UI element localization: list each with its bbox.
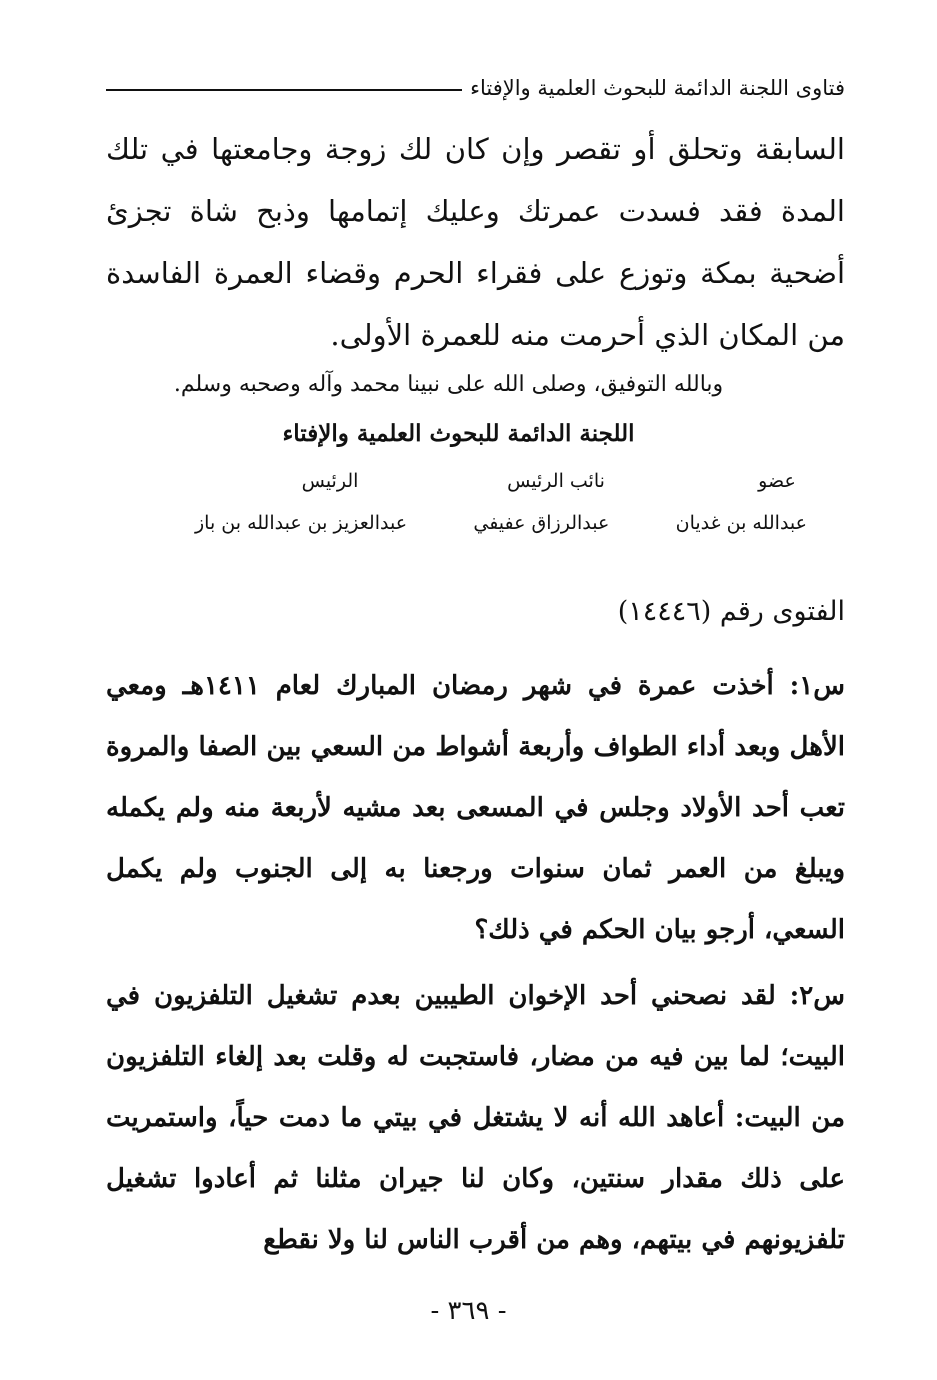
- name-chairman: عبدالعزيز بن عبدالله بن باز: [195, 512, 408, 534]
- question-2: س٢: لقد نصحني أحد الإخوان الطيبين بعدم تشغيل التلفزيون في البيت؛ لما بين فيه من مضار، فاستجبت له وقلت بعد إلغاء التلفزيون من البيت: أعاهد الله أنه لا يشتغل في بيتي ما دمت حياً، واستمريت على ذلك مقدار سنتين، وكان لنا جيران مثلنا ثم أعادوا تشغيل تلفزيونهم في بيتهم، وهم من أقرب الناس لنا ولا نقطع: [106, 981, 845, 1255]
- signatory-roles: [195, 470, 807, 492]
- header-rule: [106, 89, 462, 91]
- name-vice-chairman: عبدالرزاق عفيفي: [473, 512, 610, 534]
- role-member: عضو: [758, 470, 796, 492]
- closing-line: وبالله التوفيق، وصلى الله على نبينا محمد وآله وصحبه وسلم.: [173, 372, 724, 397]
- committee-title: اللجنة الدائمة للبحوث العلمية والإفتاء: [282, 420, 635, 447]
- fatwa-number: الفتوى رقم (١٤٤٤٦): [617, 596, 845, 627]
- role-vice-chairman: نائب الرئيس: [507, 470, 605, 492]
- answer-paragraph: السابقة وتحلق أو تقصر وإن كان لك زوجة وجامعتها في تلك المدة فقد فسدت عمرتك وعليك إتمامها وذبح شاة تجزئ أضحية بمكة وتوزع على فقراء الحرم وقضاء العمرة الفاسدة من المكان الذي أحرمت منه للعمرة الأولى.: [106, 132, 845, 352]
- page-number: - ٣٦٩ -: [430, 1296, 507, 1326]
- running-title: فتاوى اللجنة الدائمة للبحوث العلمية والإفتاء: [470, 76, 845, 100]
- signatory-names: [195, 512, 807, 534]
- question-1: س١: أخذت عمرة في شهر رمضان المبارك لعام ١٤١١هـ ومعي الأهل وبعد أداء الطواف وأربعة أشواط من السعي بين الصفا والمروة تعب أحد الأولاد وجلس في المسعى بعد مشيه لأربعة منه ولم يكمله ويبلغ من العمر ثمان سنوات ورجعنا به إلى الجنوب ولم يكمل السعي، أرجو بيان الحكم في ذلك؟: [106, 671, 845, 945]
- name-member: عبدالله بن غديان: [675, 512, 807, 534]
- role-chairman: الرئيس: [301, 470, 359, 492]
- running-header: [106, 68, 845, 108]
